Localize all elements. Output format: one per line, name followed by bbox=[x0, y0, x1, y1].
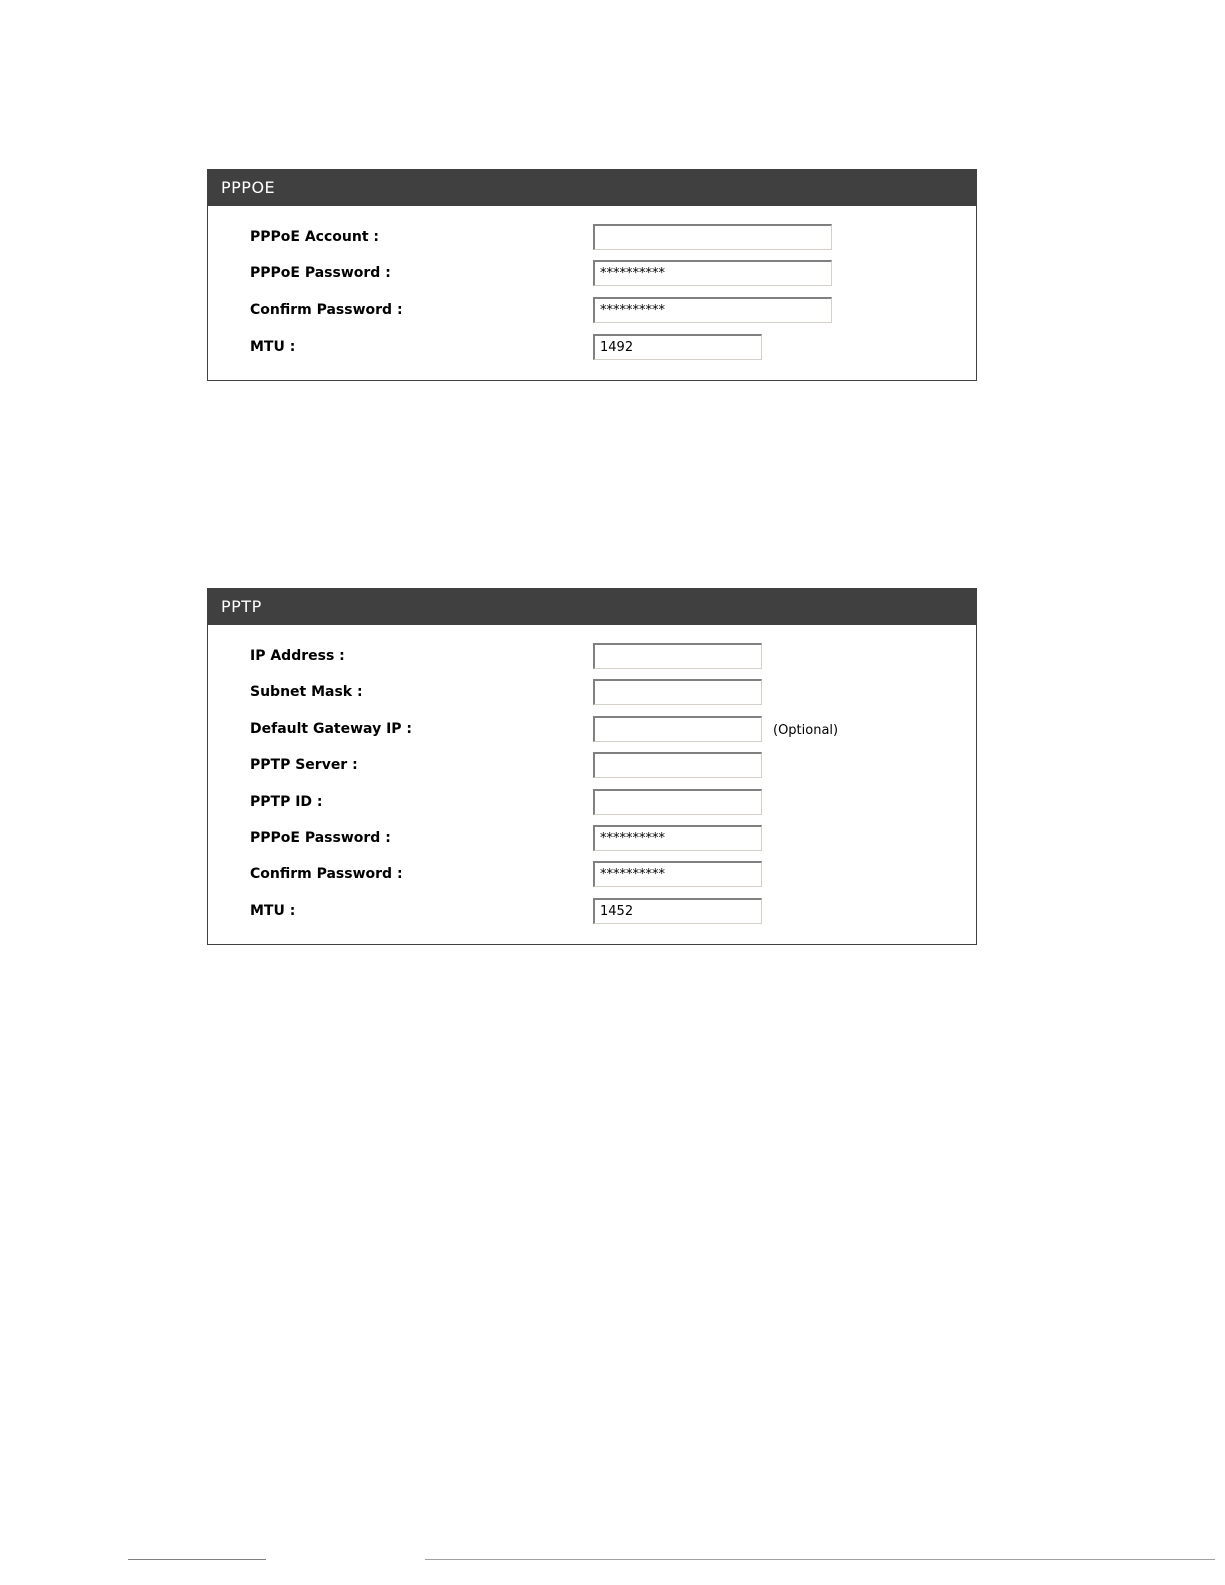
pptp-gateway-optional-note: (Optional) bbox=[773, 723, 839, 738]
pptp-ip-input[interactable] bbox=[593, 643, 762, 669]
pptp-server-label: PPTP Server : bbox=[250, 757, 358, 773]
pptp-server-input[interactable] bbox=[593, 752, 762, 778]
pptp-mtu-label: MTU : bbox=[250, 903, 296, 919]
pptp-gateway-row bbox=[208, 715, 976, 743]
pptp-panel bbox=[207, 588, 977, 945]
pptp-id-label: PPTP ID : bbox=[250, 794, 323, 810]
pptp-panel-title: PPTP bbox=[208, 589, 976, 625]
pptp-mtu-input[interactable] bbox=[593, 898, 762, 924]
pptp-password-input[interactable] bbox=[593, 825, 762, 851]
pptp-ip-label: IP Address : bbox=[250, 648, 345, 664]
pptp-confirm-input[interactable] bbox=[593, 861, 762, 887]
footer-divider-right bbox=[425, 1559, 1215, 1560]
pppoe-mtu-input[interactable] bbox=[593, 334, 762, 360]
pptp-password-row bbox=[208, 824, 976, 852]
pppoe-password-label: PPPoE Password : bbox=[250, 265, 391, 281]
pppoe-password-row bbox=[208, 259, 976, 287]
pptp-subnet-row bbox=[208, 678, 976, 706]
pptp-id-input[interactable] bbox=[593, 789, 762, 815]
pptp-gateway-label: Default Gateway IP : bbox=[250, 721, 413, 737]
footer-divider-left bbox=[128, 1559, 266, 1560]
pppoe-mtu-row bbox=[208, 333, 976, 361]
pppoe-account-label: PPPoE Account : bbox=[250, 229, 379, 245]
pptp-gateway-input[interactable] bbox=[593, 716, 762, 742]
pppoe-account-input[interactable] bbox=[593, 224, 832, 250]
pptp-confirm-row bbox=[208, 860, 976, 888]
pppoe-confirm-label: Confirm Password : bbox=[250, 302, 403, 318]
pptp-password-label: PPPoE Password : bbox=[250, 830, 391, 846]
pptp-mtu-row bbox=[208, 897, 976, 925]
pptp-id-row bbox=[208, 788, 976, 816]
pptp-subnet-input[interactable] bbox=[593, 679, 762, 705]
pptp-confirm-label: Confirm Password : bbox=[250, 866, 403, 882]
pptp-subnet-label: Subnet Mask : bbox=[250, 684, 363, 700]
pppoe-panel bbox=[207, 169, 977, 381]
pppoe-confirm-row bbox=[208, 296, 976, 324]
pppoe-panel-title: PPPOE bbox=[208, 170, 976, 206]
pptp-ip-row bbox=[208, 642, 976, 670]
pptp-server-row bbox=[208, 751, 976, 779]
pppoe-account-row bbox=[208, 223, 976, 251]
pppoe-confirm-input[interactable] bbox=[593, 297, 832, 323]
pppoe-password-input[interactable] bbox=[593, 260, 832, 286]
pppoe-mtu-label: MTU : bbox=[250, 339, 296, 355]
